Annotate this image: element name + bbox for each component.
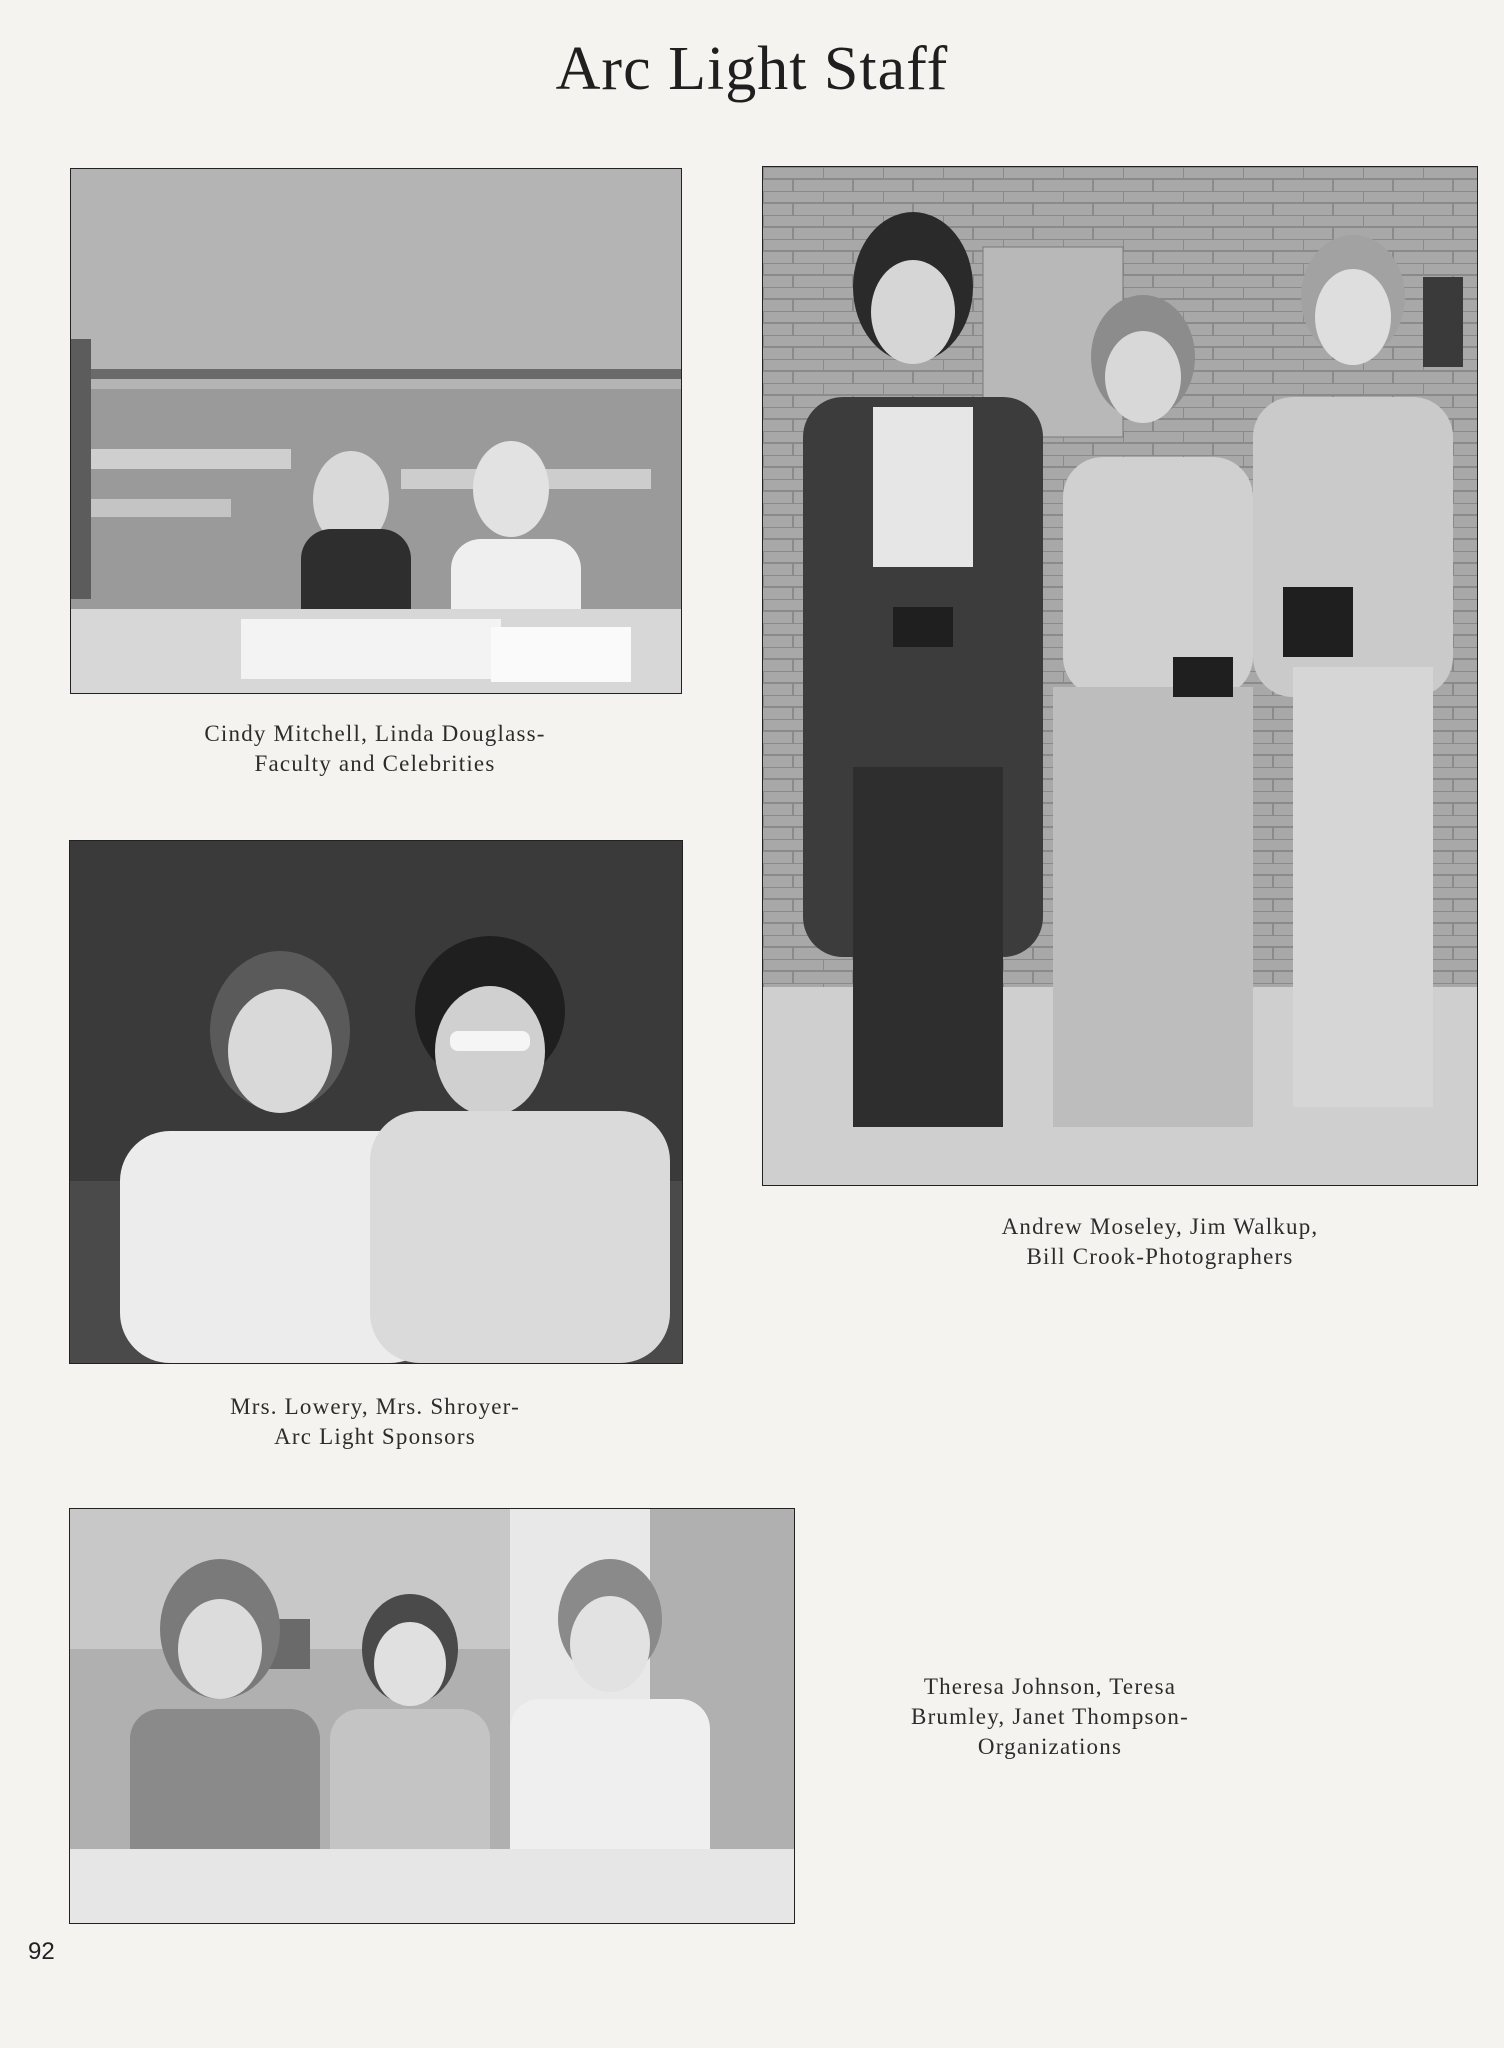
photo-organizations <box>69 1508 795 1924</box>
caption-organizations: Theresa Johnson, Teresa Brumley, Janet Thompson- Organizations <box>911 1674 1189 1759</box>
photo-faculty-celebrities <box>70 168 682 694</box>
photo-photographers <box>762 166 1478 1186</box>
caption-faculty-celebrities: Cindy Mitchell, Linda Douglass- Faculty and Celebrities <box>204 721 546 776</box>
page-title: Arc Light Staff <box>555 35 949 103</box>
photo-sponsors <box>69 840 683 1364</box>
caption-photographers: Andrew Moseley, Jim Walkup, Bill Crook-Photographers <box>1001 1214 1319 1269</box>
page-number: 92 <box>28 1938 55 1965</box>
caption-sponsors: Mrs. Lowery, Mrs. Shroyer- Arc Light Sponsors <box>230 1394 520 1449</box>
